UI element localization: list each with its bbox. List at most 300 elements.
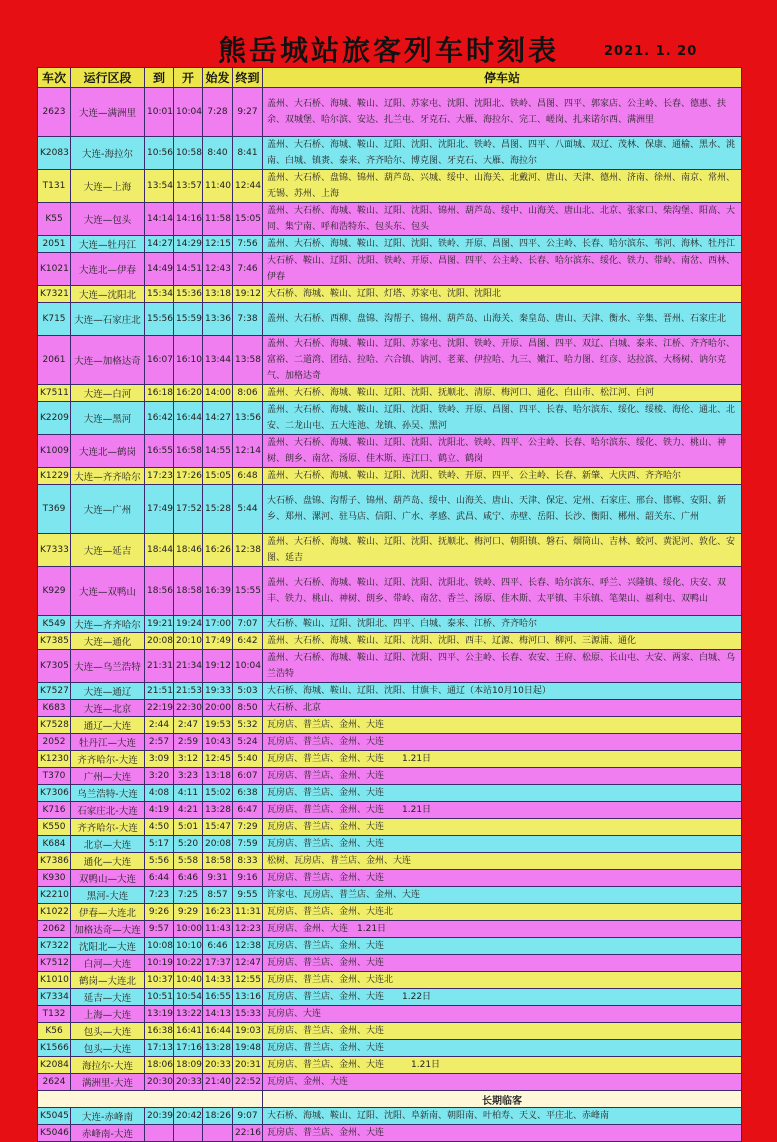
cell-train: K716 [38,802,71,819]
cell-depart: 21:34 [174,650,203,683]
cell-train: K7386 [38,853,71,870]
cell-origin-time: 19:12 [203,650,233,683]
cell-origin-time: 16:23 [203,904,233,921]
cell-arrive [145,1125,174,1142]
cell-depart: 4:21 [174,802,203,819]
cell-origin-time: 14:33 [203,972,233,989]
cell-train: K683 [38,700,71,717]
cell-train: K7333 [38,534,71,567]
table-row [38,88,742,137]
cell-stops: 盖州、大石桥、海城、鞍山、辽阳、沈阳、沈阳北、铁岭、四平、长春、哈尔滨东、呼兰、兴隆镇、绥化、庆安、双丰、铁力、桃山、神树、朗乡、带岭、南岔、香兰、汤原、佳木斯、太平镇、丰乐镇、笔架山、福利屯、双鸭山 [263,567,742,616]
cell-train: 2623 [38,88,71,137]
cell-train: K7528 [38,717,71,734]
cell-depart: 10:04 [174,88,203,137]
cell-route: 黑河-大连 [71,887,145,904]
cell-depart: 6:46 [174,870,203,887]
cell-origin-time: 14:55 [203,435,233,468]
table-row [38,435,742,468]
cell-stops: 瓦房店、普兰店、金州、大连 [263,938,742,955]
cell-arrive: 10:37 [145,972,174,989]
cell-stops: 盖州、大石桥、海城、鞍山、辽阳、沈阳、四平、公主岭、长春、农安、王府、松原、长山屯、大安、两家、白城、乌兰浩特 [263,650,742,683]
cell-stops: 大石桥、海城、鞍山、辽阳、灯塔、苏家屯、沈阳、沈阳北 [263,286,742,303]
cell-origin-time: 14:13 [203,1006,233,1023]
cell-arrive: 18:56 [145,567,174,616]
cell-origin-time: 8:40 [203,137,233,170]
cell-route: 大连—乌兰浩特 [71,650,145,683]
cell-arrive: 13:54 [145,170,174,203]
cell-depart: 5:58 [174,853,203,870]
cell-depart: 10:22 [174,955,203,972]
table-row [38,768,742,785]
table-row [38,534,742,567]
cell-stops: 瓦房店、普兰店、金州、大连 [263,768,742,785]
table-row [38,485,742,534]
header-terminal-time: 终到 [233,68,263,88]
cell-terminal-time: 6:38 [233,785,263,802]
header-arrive: 到 [145,68,174,88]
cell-route: 大连—牡丹江 [71,236,145,253]
table-row [38,683,742,700]
cell-train: K2209 [38,402,71,435]
cell-route: 大连—黑河 [71,402,145,435]
cell-route: 沈阳北—大连 [71,938,145,955]
cell-terminal-time: 11:31 [233,904,263,921]
cell-route: 伊春—大连北 [71,904,145,921]
cell-route: 大连-海拉尔 [71,137,145,170]
table-row [38,1006,742,1023]
cell-terminal-time: 12:55 [233,972,263,989]
cell-train: K550 [38,819,71,836]
table-row [38,836,742,853]
cell-terminal-time: 7:38 [233,303,263,336]
table-row [38,989,742,1006]
cell-terminal-time: 5:32 [233,717,263,734]
cell-route: 广州—大连 [71,768,145,785]
cell-stops: 盖州、大石桥、海城、鞍山、辽阳、沈阳、锦州、葫芦岛、绥中、山海关、唐山北、北京、张家口、柴沟堡、阳高、大同、集宁南、呼和浩特东、包头东、包头 [263,203,742,236]
cell-stops: 盖州、大石桥、海城、鞍山、辽阳、苏家屯、沈阳、铁岭、开原、昌图、四平、双辽、白城、泰来、江桥、齐齐哈尔、富裕、二道湾、团结、拉哈、六合镇、讷河、老莱、伊拉哈、九三、嫩江、哈力图、红彦、达拉滨、大杨树、讷尔克气、加格达奇 [263,336,742,385]
cell-stops: 瓦房店、普兰店、金州、大连 1.21日 [263,1057,742,1074]
cell-route: 大连—齐齐哈尔 [71,468,145,485]
table-row [38,137,742,170]
cell-arrive: 7:23 [145,887,174,904]
header-stops: 停车站 [263,68,742,88]
cell-stops: 瓦房店、普兰店、金州、大连 [263,734,742,751]
cell-route: 大连—包头 [71,203,145,236]
cell-origin-time: 10:43 [203,734,233,751]
cell-train: 2061 [38,336,71,385]
cell-arrive: 19:21 [145,616,174,633]
table-row [38,385,742,402]
cell-route: 齐齐哈尔-大连 [71,751,145,768]
cell-terminal-time: 12:14 [233,435,263,468]
cell-terminal-time: 12:47 [233,955,263,972]
cell-origin-time: 15:47 [203,819,233,836]
table-row [38,734,742,751]
cell-origin-time: 20:00 [203,700,233,717]
table-row [38,236,742,253]
table-row [38,336,742,385]
cell-terminal-time: 5:44 [233,485,263,534]
cell-stops: 瓦房店、普兰店、金州、大连 [263,1023,742,1040]
cell-route: 大连—上海 [71,170,145,203]
cell-depart: 16:58 [174,435,203,468]
cell-arrive: 16:18 [145,385,174,402]
cell-origin-time: 19:53 [203,717,233,734]
table-row [38,170,742,203]
cell-train: K7305 [38,650,71,683]
table-row [38,819,742,836]
cell-train: K2083 [38,137,71,170]
cell-depart: 16:41 [174,1023,203,1040]
cell-depart: 15:36 [174,286,203,303]
cell-origin-time: 17:00 [203,616,233,633]
cell-route: 大连-赤峰南 [71,1108,145,1125]
cell-train: K715 [38,303,71,336]
cell-origin-time: 16:55 [203,989,233,1006]
cell-train: T132 [38,1006,71,1023]
cell-origin-time: 16:44 [203,1023,233,1040]
cell-origin-time [203,1125,233,1142]
cell-route: 大连—广州 [71,485,145,534]
cell-origin-time: 7:28 [203,88,233,137]
cell-stops: 瓦房店、普兰店、金州、大连 [263,717,742,734]
cell-train: K1229 [38,468,71,485]
cell-arrive: 5:17 [145,836,174,853]
table-row [38,1057,742,1074]
cell-arrive: 3:09 [145,751,174,768]
cell-arrive: 22:19 [145,700,174,717]
cell-stops: 盖州、大石桥、海城、鞍山、辽阳、沈阳、抚顺北、清原、梅河口、通化、白山市、松江河、白河 [263,385,742,402]
cell-depart: 20:10 [174,633,203,650]
table-row [38,751,742,768]
cell-route: 白河—大连 [71,955,145,972]
cell-depart: 17:16 [174,1040,203,1057]
cell-origin-time: 13:28 [203,1040,233,1057]
cell-arrive: 6:44 [145,870,174,887]
cell-route: 大连—通辽 [71,683,145,700]
cell-depart: 10:00 [174,921,203,938]
table-row [38,802,742,819]
cell-stops: 盖州、大石桥、海城、鞍山、辽阳、沈阳、沈阳北、铁岭、昌图、四平、八面城、双辽、茂林、保康、通榆、黑水、洮南、白城、镇赉、泰来、齐齐哈尔、博克图、牙克石、大雁、海拉尔 [263,137,742,170]
cell-stops: 瓦房店、普兰店、金州、大连 [263,836,742,853]
cell-terminal-time: 7:07 [233,616,263,633]
cell-terminal-time: 13:16 [233,989,263,1006]
cell-origin-time: 8:57 [203,887,233,904]
cell-stops: 瓦房店、普兰店、金州、大连 [263,785,742,802]
table-row [38,938,742,955]
cell-origin-time: 15:02 [203,785,233,802]
cell-depart: 18:46 [174,534,203,567]
cell-train: 2052 [38,734,71,751]
cell-train: K7385 [38,633,71,650]
cell-stops: 盖州、大石桥、西柳、盘锦、沟帮子、锦州、葫芦岛、山海关、秦皇岛、唐山、天津、衡水、辛集、晋州、石家庄北 [263,303,742,336]
cell-arrive: 20:39 [145,1108,174,1125]
cell-route: 牡丹江—大连 [71,734,145,751]
cell-arrive: 10:19 [145,955,174,972]
cell-depart: 10:40 [174,972,203,989]
cell-route: 鹤岗—大连北 [71,972,145,989]
table-row [38,700,742,717]
cell-route: 包头—大连 [71,1023,145,1040]
cell-terminal-time: 6:07 [233,768,263,785]
cell-route: 大连北—伊春 [71,253,145,286]
cell-origin-time: 9:31 [203,870,233,887]
cell-arrive: 10:56 [145,137,174,170]
cell-terminal-time: 15:33 [233,1006,263,1023]
cell-depart: 2:47 [174,717,203,734]
table-row [38,904,742,921]
table-row [38,468,742,485]
cell-train: T369 [38,485,71,534]
table-row [38,1074,742,1091]
cell-route: 大连—石家庄北 [71,303,145,336]
cell-train: T370 [38,768,71,785]
cell-depart: 9:29 [174,904,203,921]
cell-depart: 16:44 [174,402,203,435]
cell-terminal-time: 8:50 [233,700,263,717]
cell-origin-time: 12:43 [203,253,233,286]
cell-depart: 22:30 [174,700,203,717]
cell-arrive: 17:13 [145,1040,174,1057]
cell-route: 大连—齐齐哈尔 [71,616,145,633]
cell-terminal-time: 13:58 [233,336,263,385]
cell-stops: 大石桥、海城、鞍山、辽阳、沈阳、阜新南、朝阳南、叶柏寿、天义、平庄北、赤峰南 [263,1108,742,1125]
cell-arrive: 2:44 [145,717,174,734]
cell-depart: 20:42 [174,1108,203,1125]
table-row [38,870,742,887]
cell-terminal-time: 5:03 [233,683,263,700]
cell-depart: 14:29 [174,236,203,253]
cell-arrive: 20:08 [145,633,174,650]
cell-route: 石家庄北-大连 [71,802,145,819]
table-row [38,887,742,904]
cell-depart: 3:23 [174,768,203,785]
header-row [38,68,742,88]
cell-arrive: 14:49 [145,253,174,286]
cell-depart: 16:20 [174,385,203,402]
cell-terminal-time: 6:47 [233,802,263,819]
cell-arrive: 17:49 [145,485,174,534]
cell-terminal-time: 13:56 [233,402,263,435]
cell-depart: 10:10 [174,938,203,955]
cell-terminal-time: 15:55 [233,567,263,616]
cell-depart: 10:58 [174,137,203,170]
cell-stops: 大石桥、鞍山、辽阳、沈阳北、四平、白城、泰来、江桥、齐齐哈尔 [263,616,742,633]
cell-origin-time: 19:33 [203,683,233,700]
cell-terminal-time: 6:42 [233,633,263,650]
cell-stops: 瓦房店、金州、大连 [263,1074,742,1091]
cell-stops: 瓦房店、大连 [263,1006,742,1023]
cell-terminal-time: 7:29 [233,819,263,836]
cell-stops: 盖州、大石桥、海城、鞍山、辽阳、沈阳、铁岭、开原、四平、公主岭、长春、新肇、大庆西、齐齐哈尔 [263,468,742,485]
header-depart: 开 [174,68,203,88]
cell-terminal-time: 22:16 [233,1125,263,1142]
cell-origin-time: 13:36 [203,303,233,336]
cell-origin-time: 16:26 [203,534,233,567]
cell-arrive: 10:08 [145,938,174,955]
cell-stops: 瓦房店、普兰店、金州、大连 1.21日 [263,751,742,768]
cell-train: K930 [38,870,71,887]
cell-depart: 5:01 [174,819,203,836]
cell-terminal-time: 19:03 [233,1023,263,1040]
cell-route: 大连—延吉 [71,534,145,567]
cell-stops: 瓦房店、普兰店、金州、大连 [263,1040,742,1057]
cell-depart: 16:10 [174,336,203,385]
cell-origin-time: 18:26 [203,1108,233,1125]
cell-depart: 14:16 [174,203,203,236]
cell-depart: 3:12 [174,751,203,768]
table-row [38,633,742,650]
cell-arrive: 20:30 [145,1074,174,1091]
cell-terminal-time: 12:38 [233,534,263,567]
table-row [38,785,742,802]
cell-origin-time: 21:40 [203,1074,233,1091]
cell-arrive: 10:01 [145,88,174,137]
header-train: 车次 [38,68,71,88]
cell-depart: 15:59 [174,303,203,336]
cell-route: 大连—加格达奇 [71,336,145,385]
cell-arrive: 14:14 [145,203,174,236]
section-label: 长期临客 [263,1091,742,1108]
cell-depart: 21:53 [174,683,203,700]
cell-route: 大连—满洲里 [71,88,145,137]
cell-terminal-time: 20:31 [233,1057,263,1074]
cell-stops: 大石桥、盘锦、沟帮子、锦州、葫芦岛、绥中、山海关、唐山、天津、保定、定州、石家庄、邢台、邯郸、安阳、新乡、郑州、漯河、驻马店、信阳、广水、孝感、武昌、咸宁、赤壁、岳阳、长沙、衡阳、郴州、韶关东、广州 [263,485,742,534]
cell-route: 大连北—鹤岗 [71,435,145,468]
cell-arrive: 14:27 [145,236,174,253]
cell-origin-time: 18:58 [203,853,233,870]
cell-origin-time: 12:45 [203,751,233,768]
cell-stops: 瓦房店、普兰店、金州、大连 [263,1125,742,1142]
page-title: 熊岳城站旅客列车时刻表 [217,34,559,67]
cell-train: K5046 [38,1125,71,1142]
cell-depart: 4:11 [174,785,203,802]
cell-route: 满洲里-大连 [71,1074,145,1091]
cell-depart: 17:52 [174,485,203,534]
header-route: 运行区段 [71,68,145,88]
cell-depart: 18:58 [174,567,203,616]
cell-origin-time: 15:05 [203,468,233,485]
cell-stops: 盖州、大石桥、海城、鞍山、辽阳、沈阳、沈阳、西丰、辽源、梅河口、柳河、三源浦、通化 [263,633,742,650]
cell-stops: 盖州、大石桥、海城、鞍山、辽阳、沈阳、沈阳北、铁岭、四平、公主岭、长春、哈尔滨东、绥化、铁力、桃山、神树、朗乡、南岔、汤原、佳木斯、连江口、鹤立、鹤岗 [263,435,742,468]
cell-stops: 瓦房店、普兰店、金州、大连 [263,819,742,836]
cell-route: 北京—大连 [71,836,145,853]
cell-depart: 19:24 [174,616,203,633]
cell-route: 包头—大连 [71,1040,145,1057]
cell-arrive: 4:08 [145,785,174,802]
table-row [38,402,742,435]
cell-stops: 盖州、大石桥、海城、鞍山、辽阳、沈阳、抚顺北、梅河口、朝阳镇、磐石、烟筒山、吉林、蛟河、黄泥河、敦化、安图、延吉 [263,534,742,567]
cell-stops: 瓦房店、普兰店、金州、大连 1.22日 [263,989,742,1006]
cell-origin-time: 16:39 [203,567,233,616]
cell-terminal-time: 5:24 [233,734,263,751]
cell-train: K7527 [38,683,71,700]
cell-depart [174,1125,203,1142]
cell-train: K7306 [38,785,71,802]
cell-stops: 大石桥、海城、鞍山、辽阳、沈阳、甘旗卡、通辽（本站10月10日起） [263,683,742,700]
table-row [38,286,742,303]
cell-stops: 许家屯、瓦房店、普兰店、金州、大连 [263,887,742,904]
cell-route: 大连—北京 [71,700,145,717]
cell-terminal-time: 10:04 [233,650,263,683]
cell-train: K55 [38,203,71,236]
timetable-body [38,88,742,1142]
cell-terminal-time: 5:40 [233,751,263,768]
cell-train: T131 [38,170,71,203]
table-row [38,567,742,616]
cell-origin-time: 11:58 [203,203,233,236]
cell-depart: 10:54 [174,989,203,1006]
cell-train: K929 [38,567,71,616]
cell-terminal-time: 19:12 [233,286,263,303]
section-spacer [38,1091,263,1108]
cell-depart: 5:20 [174,836,203,853]
cell-train: 2051 [38,236,71,253]
cell-arrive: 18:06 [145,1057,174,1074]
cell-origin-time: 13:18 [203,286,233,303]
table-row [38,1040,742,1057]
cell-terminal-time: 9:27 [233,88,263,137]
cell-route: 通辽—大连 [71,717,145,734]
cell-terminal-time: 9:07 [233,1108,263,1125]
cell-arrive: 16:55 [145,435,174,468]
cell-stops: 盖州、大石桥、海城、鞍山、辽阳、沈阳、铁岭、开原、昌图、四平、公主岭、长春、哈尔滨东、苇河、海林、牡丹江 [263,236,742,253]
cell-depart: 18:09 [174,1057,203,1074]
cell-stops: 瓦房店、普兰店、金州、大连 [263,955,742,972]
cell-train: K7321 [38,286,71,303]
cell-train: K684 [38,836,71,853]
cell-terminal-time: 7:59 [233,836,263,853]
cell-arrive: 16:42 [145,402,174,435]
cell-train: K7512 [38,955,71,972]
cell-route: 大连—通化 [71,633,145,650]
cell-depart: 13:22 [174,1006,203,1023]
cell-terminal-time: 19:48 [233,1040,263,1057]
table-row [38,1125,742,1142]
cell-arrive: 17:23 [145,468,174,485]
timetable [37,67,742,1142]
cell-train: 2624 [38,1074,71,1091]
cell-route: 大连—白河 [71,385,145,402]
section-row [38,1091,742,1108]
cell-origin-time: 20:08 [203,836,233,853]
cell-train: K7511 [38,385,71,402]
cell-train: K1022 [38,904,71,921]
cell-route: 乌兰浩特-大连 [71,785,145,802]
header-origin-time: 始发 [203,68,233,88]
cell-route: 通化—大连 [71,853,145,870]
cell-origin-time: 13:18 [203,768,233,785]
table-row [38,717,742,734]
table-row [38,253,742,286]
cell-train: K2084 [38,1057,71,1074]
cell-origin-time: 13:44 [203,336,233,385]
cell-arrive: 2:57 [145,734,174,751]
cell-stops: 瓦房店、普兰店、金州、大连 1.21日 [263,802,742,819]
cell-arrive: 9:26 [145,904,174,921]
cell-origin-time: 14:00 [203,385,233,402]
cell-stops: 瓦房店、普兰店、金州、大连 [263,870,742,887]
cell-stops: 瓦房店、金州、大连 1.21日 [263,921,742,938]
table-row [38,1023,742,1040]
cell-terminal-time: 7:56 [233,236,263,253]
cell-route: 上海—大连 [71,1006,145,1023]
cell-arrive: 3:20 [145,768,174,785]
cell-train: K1230 [38,751,71,768]
cell-train: K549 [38,616,71,633]
cell-route: 延吉—大连 [71,989,145,1006]
cell-train: K7334 [38,989,71,1006]
